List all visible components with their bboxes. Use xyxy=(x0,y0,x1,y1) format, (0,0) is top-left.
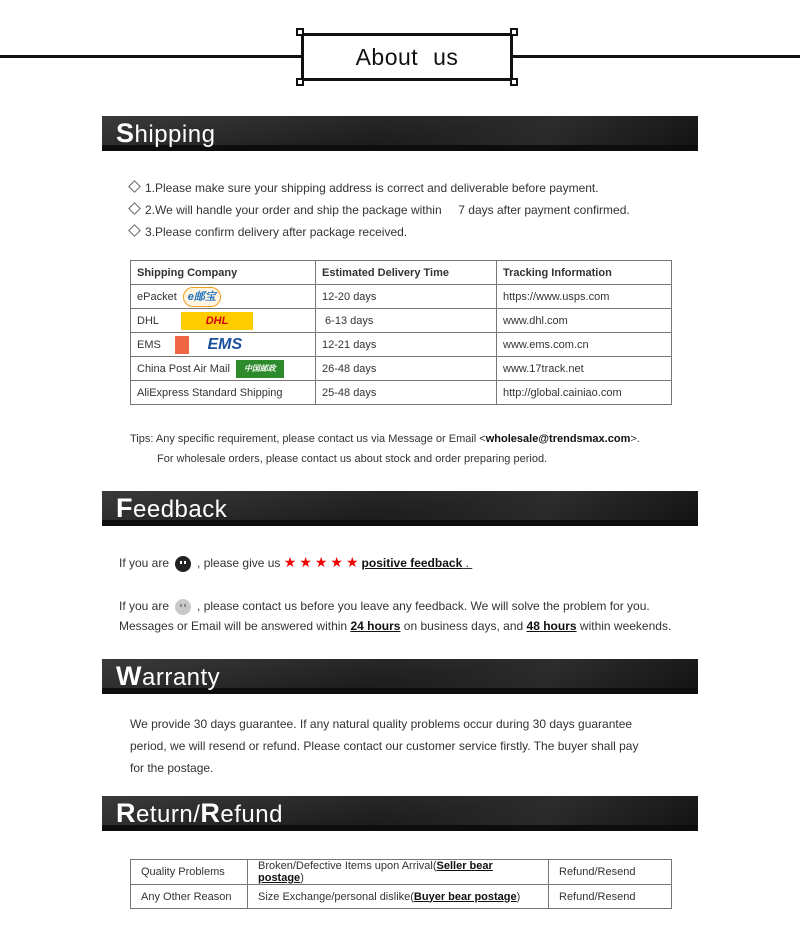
table-row xyxy=(131,285,672,309)
tracking-cell: www.dhl.com xyxy=(497,309,672,333)
corner-ornament xyxy=(510,28,518,36)
dhl-logo-icon: DHL xyxy=(181,312,253,330)
table-header: Shipping Company xyxy=(131,261,316,285)
about-title-text: About us xyxy=(355,43,459,70)
shipping-line-2: 2.We will handle your order and ship the package within 7 days after payment confirmed. xyxy=(128,203,630,217)
warranty-line-1: We provide 30 days guarantee. If any natural quality problems occur during 30 days guarantee xyxy=(130,717,633,731)
diamond-bullet-icon xyxy=(128,202,141,215)
company-cell: ePacket e邮宝 xyxy=(131,285,316,309)
shipping-title: Shipping xyxy=(116,118,216,148)
refund-banner xyxy=(102,796,698,831)
refund-action-cell: Refund/Resend xyxy=(549,885,672,909)
feedback-title: Feedback xyxy=(116,493,228,523)
corner-ornament xyxy=(510,78,518,86)
five-stars-icon: ★★★★★ xyxy=(283,554,362,570)
table-row xyxy=(131,309,672,333)
diamond-bullet-icon xyxy=(128,180,141,193)
epacket-logo-icon: e邮宝 xyxy=(183,287,221,307)
table-row xyxy=(131,860,672,885)
feedback-line-2: If you are , please contact us before you leave any feedback. We will solve the problem for you. xyxy=(119,599,650,614)
company-cell: EMS EMS xyxy=(131,333,316,357)
about-line-right xyxy=(513,55,800,58)
tracking-cell: https://www.usps.com xyxy=(497,285,672,309)
shipping-tips-line2: For wholesale orders, please contact us about stock and order preparing period. xyxy=(157,453,548,465)
time-cell: 12-21 days xyxy=(316,333,497,357)
table-row xyxy=(131,333,672,357)
tracking-cell: www.17track.net xyxy=(497,357,672,381)
diamond-bullet-icon xyxy=(128,224,141,237)
time-cell: 25-48 days xyxy=(316,381,497,405)
shipping-table xyxy=(130,260,672,405)
refund-desc-cell: Broken/Defective Items upon Arrival(Seller bear postage) xyxy=(248,860,549,885)
email-link[interactable]: wholesale@trendsmax.com xyxy=(485,433,631,445)
warranty-banner xyxy=(102,659,698,694)
refund-table xyxy=(130,859,672,909)
corner-ornament xyxy=(296,78,304,86)
table-row xyxy=(131,381,672,405)
about-title xyxy=(301,33,513,81)
table-header: Tracking Information xyxy=(497,261,672,285)
time-cell: 12-20 days xyxy=(316,285,497,309)
shipping-line-1: 1.Please make sure your shipping address is correct and deliverable before payment. xyxy=(128,181,599,195)
company-cell: AliExpress Standard Shipping xyxy=(131,381,316,405)
refund-title: Return/Refund xyxy=(116,798,283,828)
warranty-line-2: period, we will resend or refund. Please contact our customer service firstly. The buyer shall pay xyxy=(130,739,639,753)
sad-face-icon xyxy=(175,599,191,615)
time-cell: 26-48 days xyxy=(316,357,497,381)
shipping-tips: Tips: Any specific requirement, please contact us via Message or Email <wholesale@trendsmax.com>. xyxy=(130,433,640,445)
table-row xyxy=(131,885,672,909)
table-header-row xyxy=(131,261,672,285)
company-cell: DHL DHL xyxy=(131,309,316,333)
happy-face-icon xyxy=(175,556,191,572)
refund-type-cell: Any Other Reason xyxy=(131,885,248,909)
table-header: Estimated Delivery Time xyxy=(316,261,497,285)
refund-desc-cell: Size Exchange/personal dislike(Buyer bear postage) xyxy=(248,885,549,909)
warranty-title: Warranty xyxy=(116,661,221,691)
corner-ornament xyxy=(296,28,304,36)
time-cell: 6-13 days xyxy=(316,309,497,333)
refund-action-cell: Refund/Resend xyxy=(549,860,672,885)
warranty-line-3: for the postage. xyxy=(130,761,214,775)
table-row xyxy=(131,357,672,381)
company-cell: China Post Air Mail 中国邮政 xyxy=(131,357,316,381)
shipping-banner xyxy=(102,116,698,151)
ems-logo-icon: EMS xyxy=(175,336,261,354)
feedback-banner xyxy=(102,491,698,526)
positive-feedback-text: positive feedback xyxy=(361,556,463,570)
china-post-logo-icon: 中国邮政 xyxy=(236,360,284,378)
shipping-line-3: 3.Please confirm delivery after package received. xyxy=(128,225,407,239)
feedback-line-3: Messages or Email will be answered within 24 hours on business days, and 48 hours within weekends. xyxy=(119,619,672,633)
about-line-left xyxy=(0,55,301,58)
tracking-cell: www.ems.com.cn xyxy=(497,333,672,357)
tracking-cell: http://global.cainiao.com xyxy=(497,381,672,405)
refund-type-cell: Quality Problems xyxy=(131,860,248,885)
feedback-line-1: If you are , please give us ★★★★★positive feedback . xyxy=(119,554,473,570)
